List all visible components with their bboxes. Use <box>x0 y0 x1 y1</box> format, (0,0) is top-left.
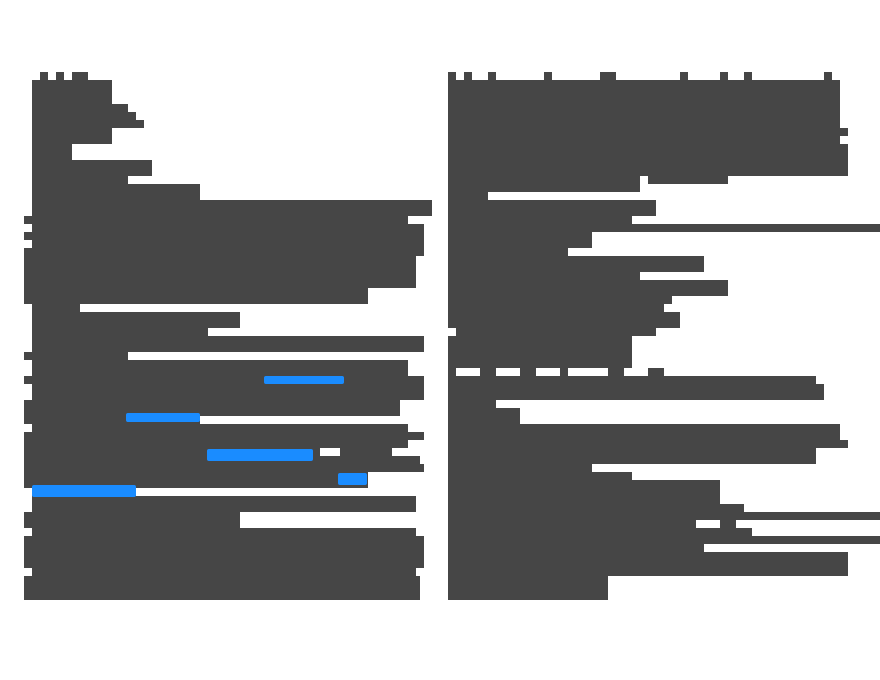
redacted-text-line <box>720 72 728 80</box>
redacted-text-line <box>32 240 424 248</box>
redacted-text-line <box>32 528 416 536</box>
redacted-text-line <box>32 224 424 232</box>
redacted-text-line <box>32 104 128 112</box>
redacted-text-line <box>448 368 456 376</box>
redacted-text-line <box>448 144 848 176</box>
redacted-text-line <box>24 512 240 528</box>
redacted-text-line <box>72 72 88 80</box>
redacted-text-line <box>448 272 640 280</box>
redacted-text-line <box>448 80 840 128</box>
redacted-text-line <box>448 536 880 544</box>
redacted-text-line <box>448 520 696 528</box>
redacted-text-line <box>824 72 832 80</box>
redacted-text-line <box>456 328 656 336</box>
redacted-text-line <box>448 312 680 328</box>
redacted-hyperlink[interactable] <box>207 449 313 461</box>
redacted-text-line <box>24 248 424 256</box>
redacted-text-line <box>32 176 128 184</box>
redacted-hyperlink[interactable] <box>338 473 367 485</box>
redacted-text-line <box>448 544 704 552</box>
redacted-text-line <box>648 368 664 376</box>
redacted-text-line <box>448 224 880 232</box>
redacted-text-line <box>32 304 80 312</box>
redacted-text-line <box>448 280 728 296</box>
redacted-text-line <box>720 520 736 528</box>
redacted-text-line <box>448 176 640 184</box>
redacted-text-line <box>32 360 408 376</box>
redacted-text-line <box>560 368 568 376</box>
redacted-text-line <box>448 296 672 304</box>
redacted-hyperlink[interactable] <box>264 376 344 384</box>
redacted-text-line <box>40 72 48 80</box>
redacted-text-line <box>448 464 592 472</box>
redacted-text-line <box>648 176 728 184</box>
redacted-text-line <box>24 440 408 448</box>
redacted-text-line <box>520 368 536 376</box>
redacted-text-line <box>448 504 744 512</box>
redacted-text-line <box>448 256 704 272</box>
redacted-text-line <box>24 288 368 304</box>
redacted-text-line <box>448 448 816 464</box>
redacted-text-line <box>448 248 568 256</box>
redacted-text-line <box>32 200 432 216</box>
redacted-text-line <box>340 448 392 456</box>
redacted-text-line <box>488 72 496 80</box>
redacted-text-line <box>32 112 136 120</box>
redacted-text-line <box>448 200 656 216</box>
redacted-text-line <box>448 136 840 144</box>
redacted-text-line <box>448 400 496 408</box>
redacted-text-line <box>24 464 424 472</box>
redacted-text-line <box>448 472 632 480</box>
redacted-text-line <box>680 72 688 80</box>
redacted-text-line <box>448 384 824 400</box>
redacted-text-line <box>448 528 752 536</box>
redacted-text-line <box>608 368 624 376</box>
redacted-text-line <box>24 432 424 440</box>
redacted-text-line <box>448 440 848 448</box>
redacted-text-line <box>448 376 816 384</box>
redacted-text-line <box>24 352 128 360</box>
redacted-text-line <box>24 256 416 288</box>
redacted-text-line <box>600 72 616 80</box>
redacted-text-line <box>448 232 592 248</box>
redacted-text-line <box>24 376 424 384</box>
redacted-text-line <box>744 72 752 80</box>
redacted-text-line <box>24 216 408 224</box>
redacted-text-line <box>32 144 72 160</box>
redacted-text-line <box>448 408 520 424</box>
redacted-text-line <box>32 384 424 400</box>
redacted-text-line <box>24 400 400 408</box>
redacted-text-line <box>448 576 608 600</box>
redacted-hyperlink[interactable] <box>126 413 200 422</box>
redacted-text-line <box>32 336 424 352</box>
redacted-text-line <box>56 72 64 80</box>
redacted-text-line <box>32 120 144 128</box>
redacted-text-line <box>448 128 848 136</box>
redacted-text-line <box>544 72 552 80</box>
redacted-text-line <box>448 304 664 312</box>
redacted-text-line <box>32 160 152 176</box>
redacted-text-line <box>32 496 416 512</box>
redacted-text-line <box>32 328 208 336</box>
redacted-text-line <box>32 568 416 576</box>
redacted-text-line <box>448 184 640 192</box>
redacted-text-line <box>32 424 408 432</box>
redacted-text-line <box>32 312 240 328</box>
redacted-text-line <box>448 424 840 440</box>
redacted-text-line <box>464 72 472 80</box>
redacted-text-line <box>448 512 880 520</box>
redacted-text-line <box>448 336 632 368</box>
redacted-text-line <box>448 192 488 200</box>
redacted-text-line <box>448 72 456 80</box>
redacted-text-line <box>480 368 496 376</box>
redacted-text-line <box>448 480 720 504</box>
redacted-text-line <box>32 128 112 144</box>
redacted-text-line <box>24 232 424 240</box>
redacted-text-line <box>24 408 400 416</box>
redacted-text-line <box>32 184 200 200</box>
redacted-hyperlink[interactable] <box>32 485 136 497</box>
redacted-text-line <box>24 576 420 600</box>
redacted-text-line <box>448 552 848 576</box>
redacted-text-line <box>448 216 632 224</box>
redacted-text-line <box>32 80 112 104</box>
redacted-text-line <box>24 536 424 568</box>
